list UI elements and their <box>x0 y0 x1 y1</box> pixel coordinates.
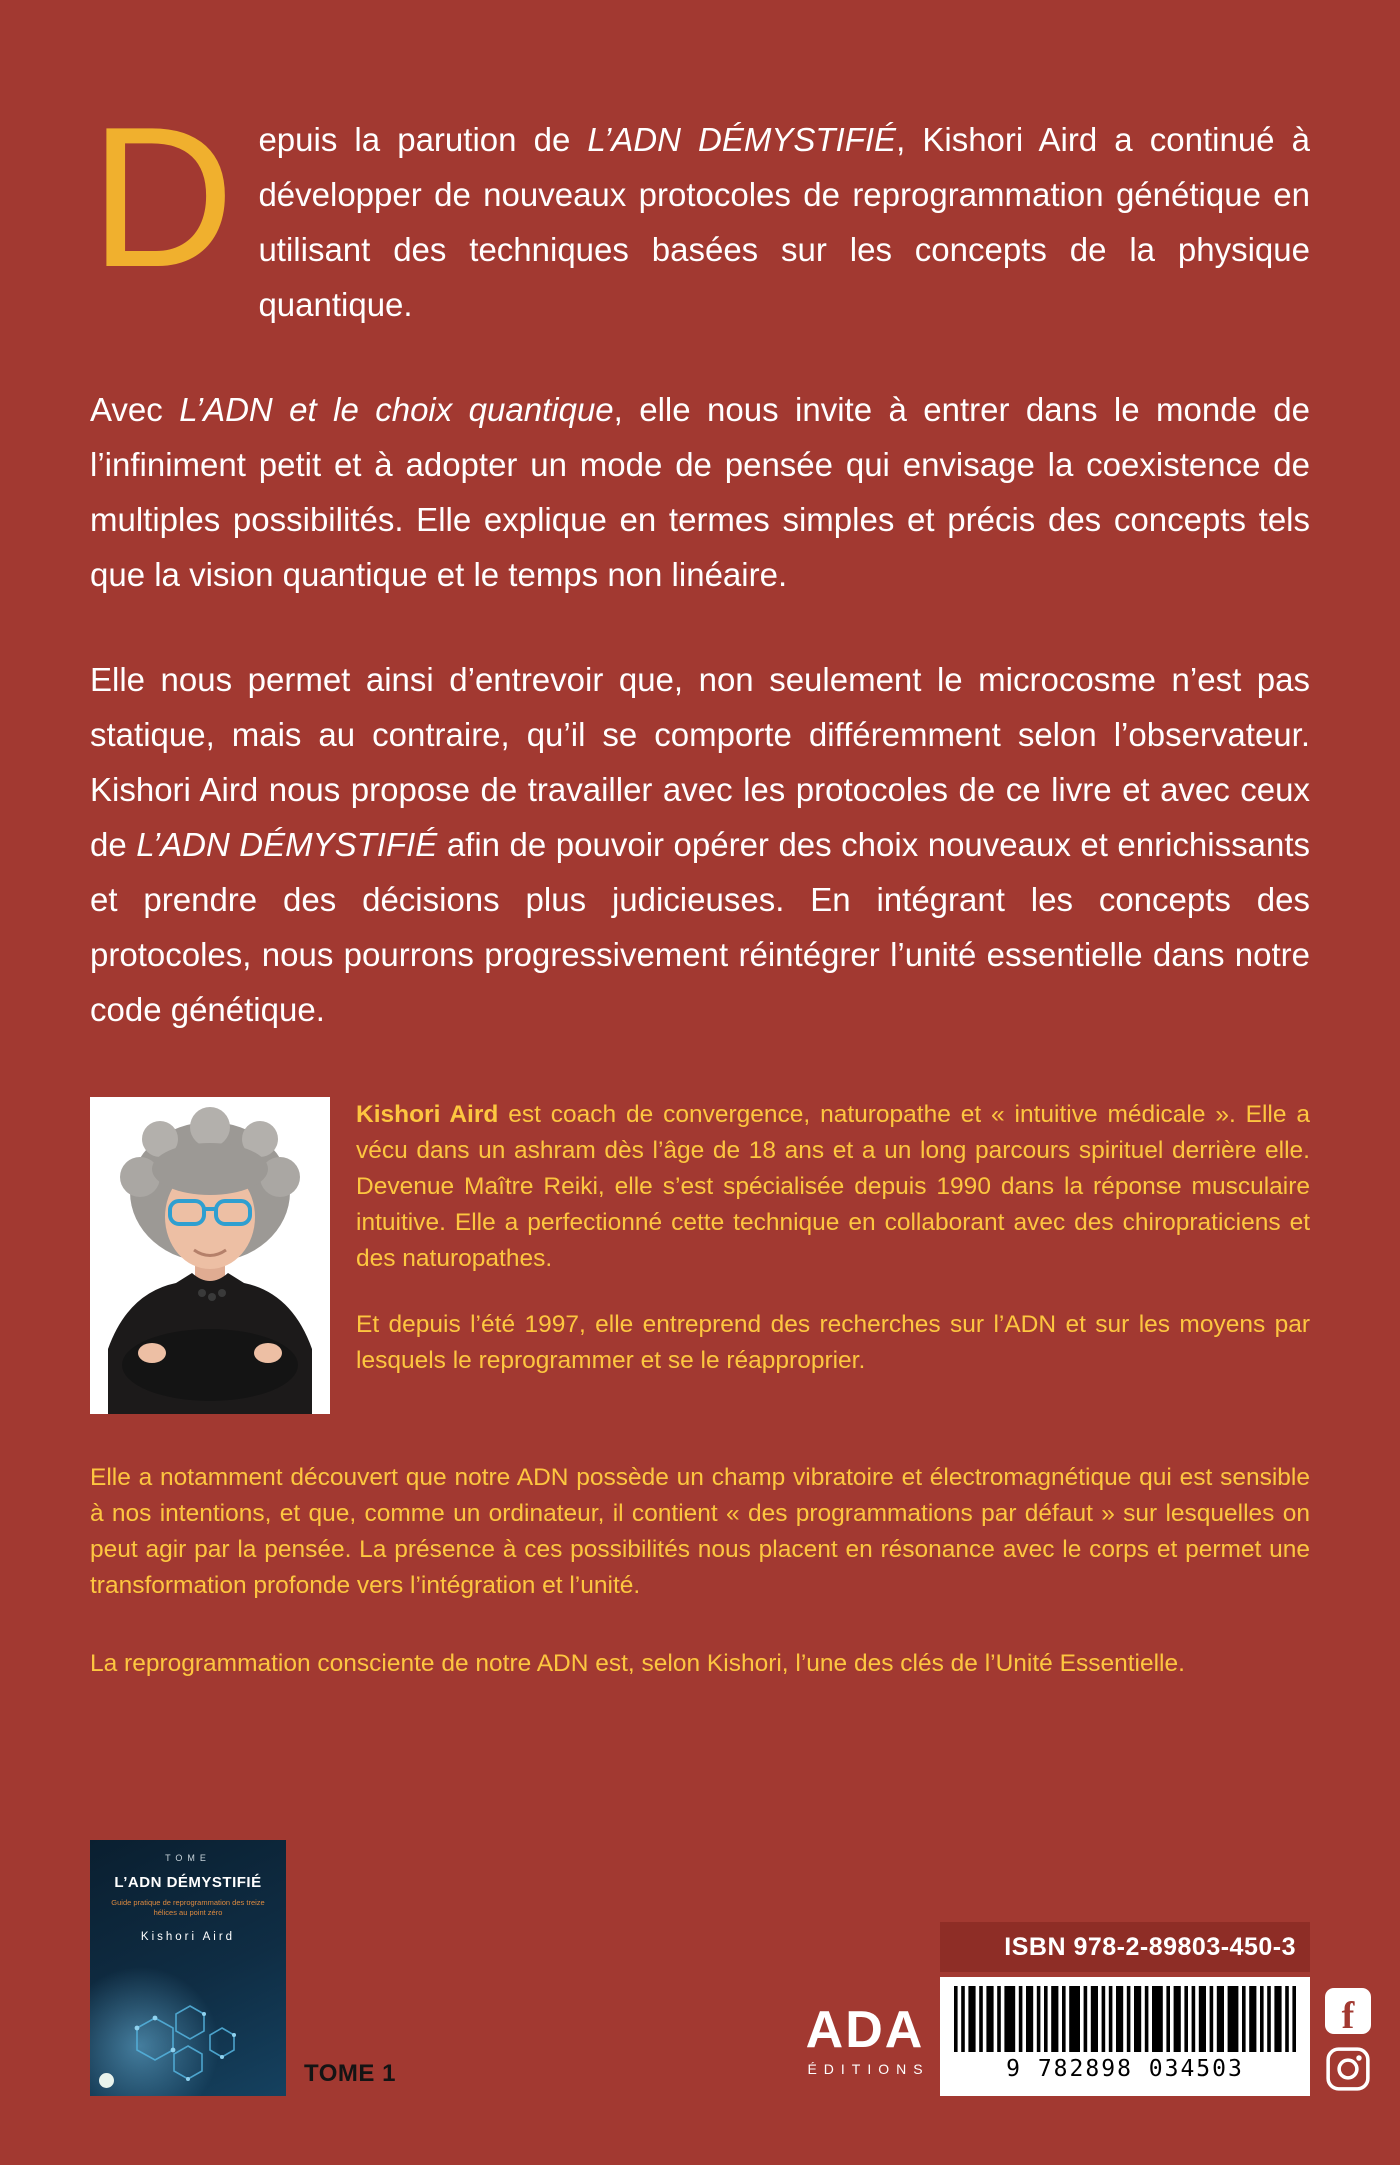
bio-paragraph-2: Et depuis l’été 1997, elle entreprend des recherches sur l’ADN et sur les moyens par lesquels le reprogrammer et se le réapproprier. <box>356 1311 1310 1374</box>
publisher-subtitle: ÉDITIONS <box>807 2061 930 2077</box>
publisher-mini-logo-icon <box>99 2073 114 2088</box>
barcode-panel <box>940 1977 1310 2096</box>
intro-paragraph-3 <box>90 652 1310 1037</box>
bio-paragraph-4: La reprogrammation consciente de notre ADN est, selon Kishori, l’une des clés de l’Unité Essentielle. <box>90 1650 1185 1677</box>
intro-paragraph-1-text: epuis la parution de L’ADN DÉMYSTIFIÉ, Kishori Aird a continué à développer de nouveaux protocoles de reprogrammation génétique en utilisant des techniques basées sur les concepts de la physique quantique. <box>258 121 1310 323</box>
thumbnail-author: Kishori Aird <box>140 1931 236 1943</box>
author-photo-illustration <box>90 1097 330 1414</box>
bio-paragraph-3: Elle a notamment découvert que notre ADN possède un champ vibratoire et électromagnétique qui est sensible à nos intentions, et que, comme un ordinateur, il contient « des programmations par défaut » sur lesquelles on peut agir par la pensée. La présence à ces possibilités nous placent en résonance avec le corps et permet une transformation profonde vers l’intégration et l’unité. <box>90 1464 1310 1599</box>
author-photo <box>90 1097 330 1414</box>
instagram-icon <box>1325 2046 1371 2092</box>
thumbnail-title: L’ADN DÉMYSTIFIÉ <box>114 1874 262 1891</box>
thumbnail-tome-label: TOME <box>165 1853 211 1863</box>
intro-paragraph-3-text: Elle nous permet ainsi d’entrevoir que, non seulement le microcosme n’est pas statique, mais au contraire, qu’il se comporte différemment selon l’observateur. Kishori Aird nous propose de travailler avec les protocoles de ce livre et avec ceux de L’ADN DÉMYSTIFIÉ afin de pouvoir opérer des choix nouveaux et enrichissants et prendre des décisions plus judicieuses. En intégrant les concepts des protocoles, nous pourrons progressivement réintégrer l’unité essentielle dans notre code génétique. <box>90 661 1310 1028</box>
publisher-name: ADA <box>805 2001 925 2059</box>
barcode-icon <box>954 1986 1296 2052</box>
author-bio-section <box>90 1097 1310 1414</box>
barcode-number: 9 782898 034503 <box>1006 2056 1244 2082</box>
facebook-icon: f <box>1325 1988 1371 2034</box>
intro-paragraph-2 <box>90 382 1310 602</box>
book-thumbnail-tome1 <box>90 1840 286 2096</box>
intro-paragraph-1 <box>90 86 1310 332</box>
intro-paragraph-2-text: Avec L’ADN et le choix quantique, elle nous invite à entrer dans le monde de l’infiniment petit et à adopter un mode de pensée qui envisage la coexistence de multiples possibilités. Elle explique en termes simples et précis des concepts tels que la vision quantique et le temps non linéaire. <box>90 391 1311 593</box>
isbn-label: ISBN 978-2-89803-450-3 <box>940 1922 1310 1972</box>
tome-caption: TOME 1 <box>304 2060 396 2087</box>
bio-paragraph-1: Kishori Aird est coach de convergence, naturopathe et « intuitive médicale ». Elle a vécu dans un ashram dès l’âge de 18 ans et a un long parcours spirituel derrière elle. Devenue Maître Reiki, elle s’est spécialisée depuis 1990 dans la réponse musculaire intuitive. Elle a perfectionné cette technique en collaborant avec des chiropraticiens et des naturopathes. <box>356 1101 1310 1272</box>
publisher-logo <box>795 2001 935 2077</box>
dropcap-letter: D <box>90 86 235 309</box>
author-bio-text <box>356 1097 1310 1414</box>
dna-hexagon-icon <box>110 1998 260 2090</box>
thumbnail-subtitle: Guide pratique de reprogrammation des treize hélices au point zéro <box>111 1898 265 1917</box>
